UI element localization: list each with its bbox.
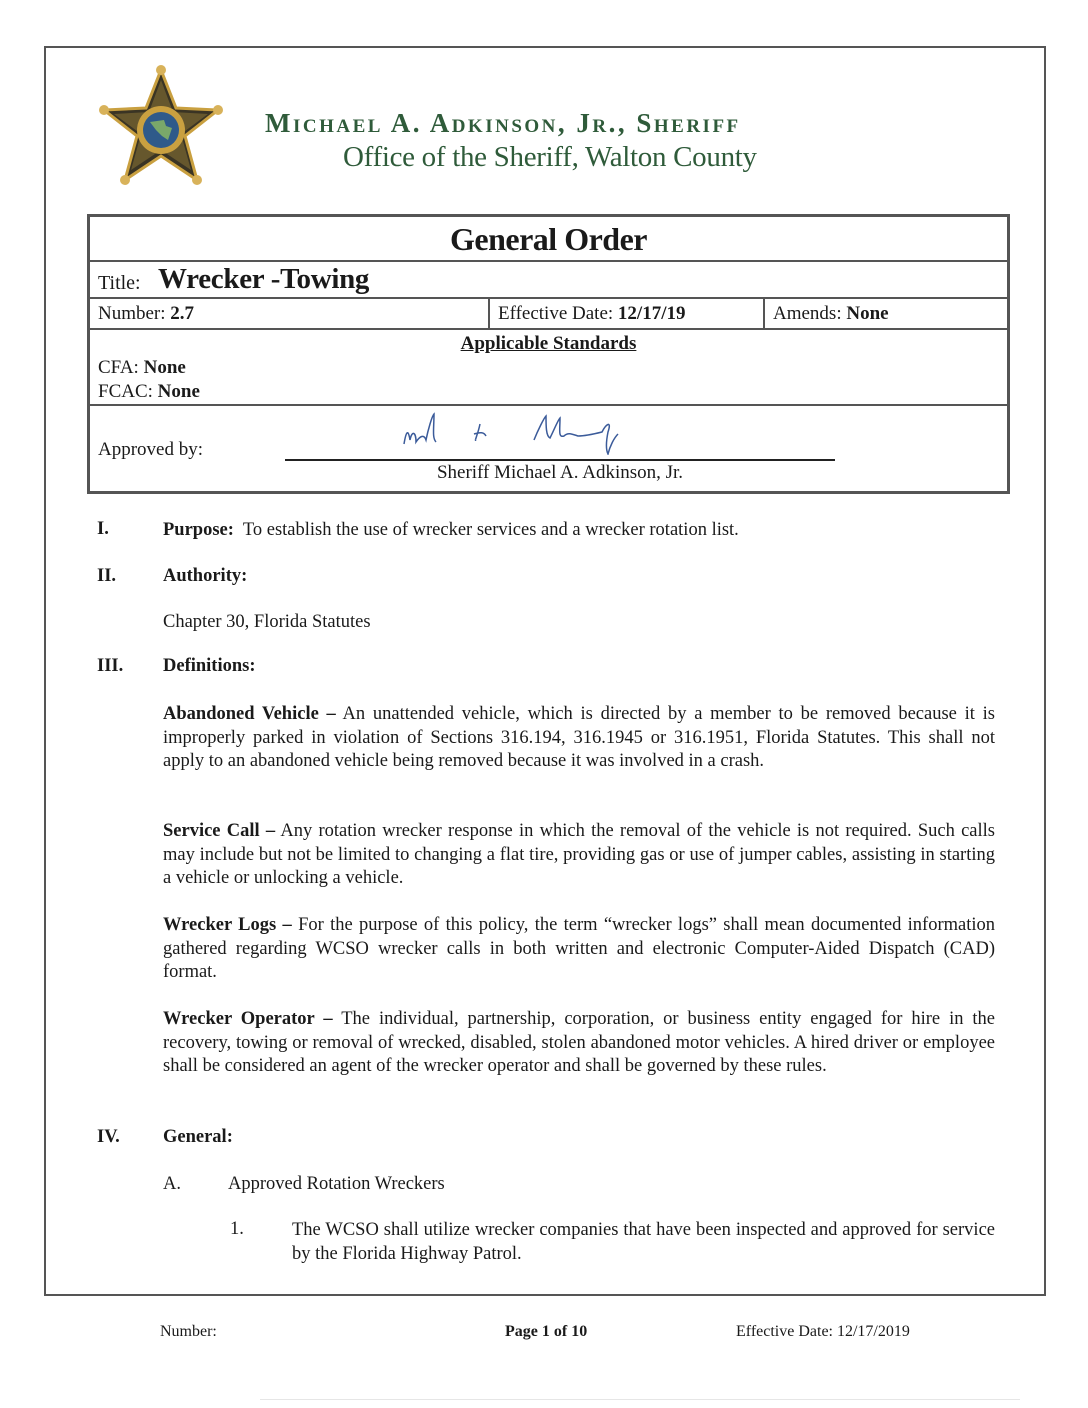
signature-line xyxy=(285,459,835,461)
definition-text: An unattended vehicle, which is directed by a member to be removed because it is improperly parked in violation of Sections 316.194, 316.1945 or 316.1951, Florida Statutes. This shall not apply to an abandoned vehicle being removed because it was involved in a crash. xyxy=(163,704,996,771)
definition-term: Wrecker Operator – xyxy=(163,1009,333,1029)
section-iii-number: III. xyxy=(97,656,124,676)
section-i-number: I. xyxy=(97,519,109,539)
cfa-label: CFA: xyxy=(98,357,139,378)
amends-cell xyxy=(765,299,1007,328)
cfa-value: None xyxy=(143,357,186,378)
fcac-line xyxy=(98,381,200,403)
order-heading: General Order xyxy=(450,221,647,257)
subsection-a-title: Approved Rotation Wreckers xyxy=(228,1174,445,1194)
item-1-text: The WCSO shall utilize wrecker companies that have been inspected and approved for service by the Florida Highway Patrol. xyxy=(292,1220,995,1264)
definition-text: For the purpose of this policy, the term “wrecker logs” shall mean documented information gathered regarding WCSO wrecker calls in both written and electronic Computer-Aided Dispatch (CAD) format. xyxy=(163,915,996,982)
fcac-label: FCAC: xyxy=(98,381,153,402)
signature-image xyxy=(400,410,640,455)
approved-by-label: Approved by: xyxy=(98,439,204,460)
applicable-standards-heading: Applicable Standards xyxy=(460,333,637,354)
fcac-value: None xyxy=(157,381,200,402)
purpose-text: To establish the use of wrecker services and a wrecker rotation list. xyxy=(242,520,739,540)
footer-effective-date: Effective Date: 12/17/2019 xyxy=(736,1323,910,1340)
signer-name: Sheriff Michael A. Adkinson, Jr. xyxy=(436,462,684,483)
order-heading-row xyxy=(90,217,1007,262)
number-cell xyxy=(90,299,490,328)
definitions-heading: Definitions: xyxy=(163,656,256,676)
title-value: Wrecker -Towing xyxy=(158,263,370,295)
scan-artifact-line xyxy=(260,1399,1020,1400)
general-heading: General: xyxy=(163,1127,233,1147)
section-iv-number: IV. xyxy=(97,1127,120,1147)
order-meta-row xyxy=(90,299,1007,330)
subsection-a-letter: A. xyxy=(163,1174,181,1194)
purpose-paragraph xyxy=(163,519,995,543)
footer-page-number: Page 1 of 10 xyxy=(505,1323,588,1340)
effective-date-value: 12/17/19 xyxy=(617,303,686,324)
number-value: 2.7 xyxy=(170,303,195,324)
amends-label: Amends: xyxy=(773,303,842,324)
definition-wrecker-logs xyxy=(163,914,995,985)
item-1-number: 1. xyxy=(230,1219,244,1239)
sheriff-name: Michael A. Adkinson, Jr., Sheriff xyxy=(265,108,741,138)
number-label: Number: xyxy=(98,303,166,324)
footer-number-label: Number: xyxy=(160,1323,217,1340)
definition-term: Service Call – xyxy=(163,821,276,841)
section-ii-number: II. xyxy=(97,566,117,586)
definition-wrecker-operator xyxy=(163,1008,995,1079)
order-title-row xyxy=(90,262,1007,299)
applicable-standards-row xyxy=(90,330,1007,406)
authority-heading: Authority: xyxy=(163,566,248,586)
amends-value: None xyxy=(846,303,889,324)
sheriff-star-badge-icon xyxy=(94,64,228,188)
effective-date-label: Effective Date: xyxy=(498,303,614,324)
office-name: Office of the Sheriff, Walton County xyxy=(343,141,757,173)
general-order-table xyxy=(87,214,1010,494)
purpose-heading: Purpose: xyxy=(163,520,234,540)
title-label: Title: xyxy=(98,272,141,294)
definition-term: Wrecker Logs – xyxy=(163,915,292,935)
approval-row xyxy=(90,406,1007,491)
authority-text: Chapter 30, Florida Statutes xyxy=(163,612,371,632)
cfa-line xyxy=(98,357,186,379)
definition-text: Any rotation wrecker response in which the removal of the vehicle is not required. Such calls may include but not be limited to changing a flat tire, providing gas or use of jumper cables, assisting in starting a vehicle or unlocking a vehicle. xyxy=(163,821,995,888)
definition-text: The individual, partnership, corporation, or business entity engaged for hire in the recovery, towing or removal of wrecked, disabled, stolen abandoned motor vehicles. A hired driver or employee shall be considered an agent of the wrecker operator and shall be governed by these rules. xyxy=(163,1009,996,1076)
definition-service-call xyxy=(163,820,995,891)
definition-abandoned-vehicle xyxy=(163,703,995,774)
definition-term: Abandoned Vehicle – xyxy=(163,704,336,724)
effective-date-cell xyxy=(490,299,765,328)
